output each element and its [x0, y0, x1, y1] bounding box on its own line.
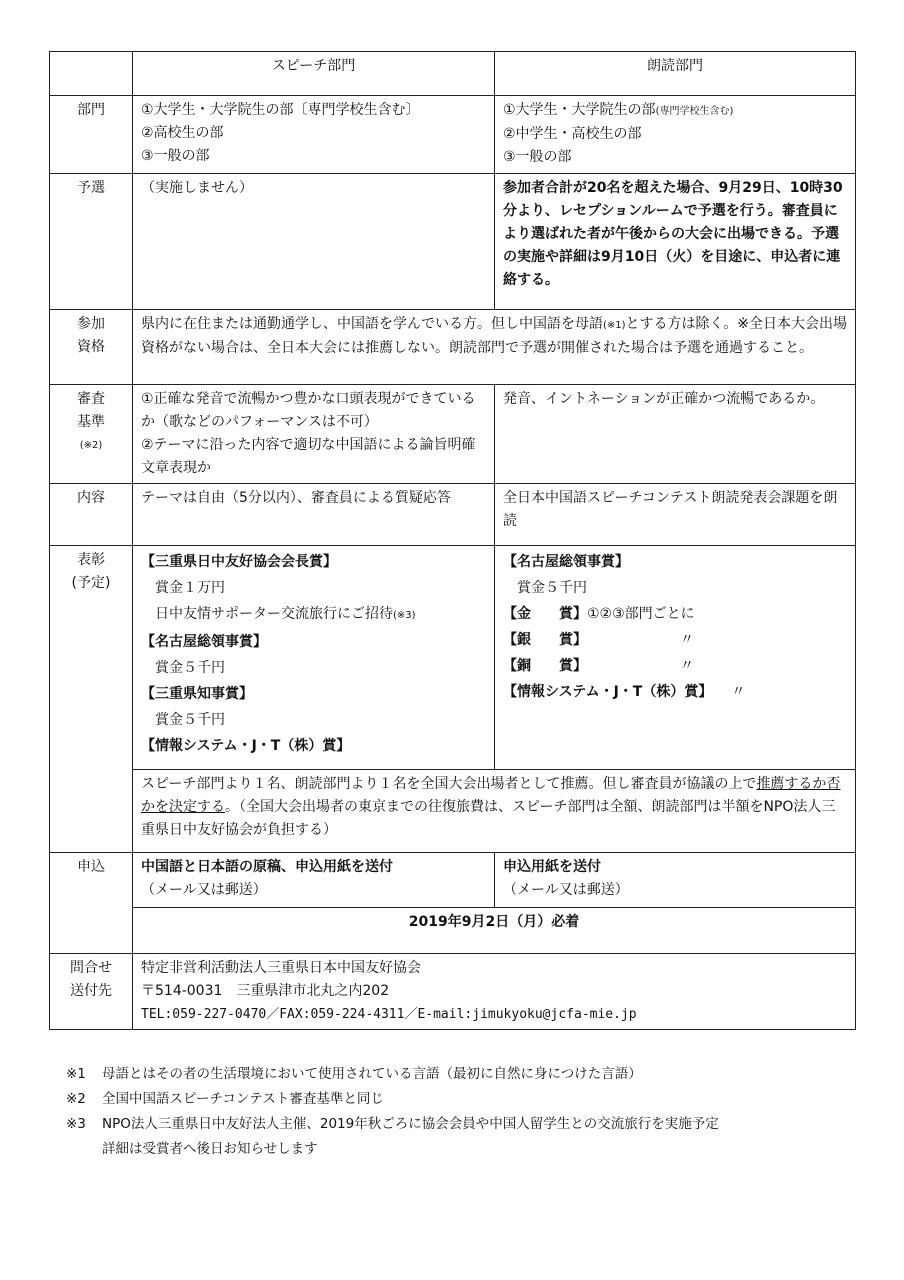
- reading-awards: [495, 546, 856, 770]
- prize-chairman: 賞金１万円: [155, 580, 225, 596]
- reading-criteria: 発音、イントネーションが正確かつ流暢であるか。: [495, 385, 856, 484]
- footnote-1: ※1 母語とはその者の生活環境において使用されている言語（最初に自然に身につけた言語）: [66, 1066, 642, 1082]
- division-row: [50, 96, 856, 174]
- reading-division-2: ②中学生・高校生の部: [503, 126, 642, 142]
- footnote-3: ※3 NPO法人三重県日中友好法人主催、2019年秋ごろに協会会員や中国人留学生との交流旅行を実施予定: [66, 1116, 719, 1132]
- eligibility-text: 県内に在住または通勤通学し、中国語を学んでいる方。但し中国語を母語(※1)とする方は除く。※全日本大会出場資格がない場合は、全日本大会には推薦しない。朗読部門で予選が開催された場合は予選を通過すること。: [133, 310, 856, 385]
- contact-org: 特定非営利活動法人三重県日本中国友好協会: [141, 960, 421, 976]
- reading-header: 朗読部門: [495, 52, 856, 96]
- recommend-row: [50, 770, 856, 853]
- reading-prize-consul: 賞金５千円: [517, 580, 587, 596]
- awards-row: [50, 546, 856, 770]
- speech-apply-sub: （メール又は郵送）: [141, 882, 267, 898]
- content-row: [50, 484, 856, 546]
- criteria-item-2: ②テーマに沿った内容で適切な中国語による論旨明確文章表現か: [141, 437, 476, 476]
- division-label: 部門: [50, 96, 133, 174]
- prize-trip: 日中友情サポーター交流旅行にご招待(※3): [155, 606, 416, 622]
- prelim-label: 予選: [50, 174, 133, 310]
- reading-award-silver: 【銀 賞】 〃: [503, 632, 694, 648]
- header-row: [50, 52, 856, 96]
- award-consul: 【名古屋総領事賞】: [141, 634, 267, 650]
- deadline-row: [50, 908, 856, 954]
- reading-award-it: 【情報システム・J・T（株）賞】 〃: [503, 684, 746, 700]
- eligibility-row: [50, 310, 856, 385]
- prize-consul: 賞金５千円: [155, 660, 225, 676]
- speech-criteria: [133, 385, 495, 484]
- speech-division-1: ①大学生・大学院生の部〔専門学校生含む〕: [141, 102, 420, 118]
- reading-apply: [495, 853, 856, 908]
- reading-apply-sub: （メール又は郵送）: [503, 882, 629, 898]
- contact-info: [133, 954, 856, 1030]
- criteria-row: [50, 385, 856, 484]
- header-blank: [50, 52, 133, 96]
- reading-division-1: ①大学生・大学院生の部(専門学校生含む): [503, 102, 734, 118]
- reading-division-3: ③一般の部: [503, 149, 572, 165]
- contact-row: [50, 954, 856, 1030]
- speech-awards: [133, 546, 495, 770]
- award-it: 【情報システム・J・T（株）賞】: [141, 738, 351, 754]
- contact-label: 問合せ 送付先: [50, 954, 133, 1030]
- footnote-2: ※2 全国中国語スピーチコンテスト審査基準と同じ: [66, 1091, 384, 1107]
- deadline: 2019年9月2日（月）必着: [133, 908, 856, 954]
- speech-division: [133, 96, 495, 174]
- reading-award-gold: 【金 賞】①②③部門ごとに: [503, 606, 695, 622]
- speech-content: テーマは自由（5分以内）、審査員による質疑応答: [133, 484, 495, 546]
- footnote-3-detail: 詳細は受賞者へ後日お知らせします: [102, 1141, 318, 1157]
- awards-label: 表彰 (予定): [50, 546, 133, 853]
- contact-address: 〒514-0031 三重県津市北丸之内202: [141, 983, 390, 999]
- reading-apply-main: 申込用紙を送付: [503, 859, 601, 875]
- apply-label: 申込: [50, 853, 133, 954]
- reading-content: 全日本中国語スピーチコンテスト朗読発表会課題を朗読: [495, 484, 856, 546]
- reading-award-bronze: 【銅 賞】 〃: [503, 658, 694, 674]
- speech-division-2: ②高校生の部: [141, 125, 224, 141]
- award-chairman: 【三重県日中友好協会会長賞】: [141, 554, 337, 570]
- contest-table: [49, 51, 856, 1030]
- prelim-row: [50, 174, 856, 310]
- eligibility-label: 参加 資格: [50, 310, 133, 385]
- reading-award-consul: 【名古屋総領事賞】: [503, 554, 629, 570]
- criteria-label: 審査 基準 (※2): [50, 385, 133, 484]
- speech-apply: [133, 853, 495, 908]
- contact-tel: TEL:059-227-0470／FAX:059-224-4311／E-mail:jimukyoku@jcfa-mie.jp: [141, 1007, 637, 1022]
- footnotes: [66, 1062, 866, 1162]
- speech-division-3: ③一般の部: [141, 148, 210, 164]
- award-governor: 【三重県知事賞】: [141, 686, 253, 702]
- recommend-text: スピーチ部門より１名、朗読部門より１名を全国大会出場者として推薦。但し審査員が協議の上で推薦するか否かを決定する。（全国大会出場者の東京までの往復旅費は、スピーチ部門は全額、朗読部門は半額をNPO法人三重県日中友好協会が負担する）: [133, 770, 856, 853]
- speech-apply-main: 中国語と日本語の原稿、申込用紙を送付: [141, 859, 393, 875]
- reading-division: [495, 96, 856, 174]
- speech-prelim: （実施しません）: [133, 174, 495, 310]
- apply-row: [50, 853, 856, 908]
- speech-header: スピーチ部門: [133, 52, 495, 96]
- prize-governor: 賞金５千円: [155, 712, 225, 728]
- content-label: 内容: [50, 484, 133, 546]
- reading-prelim: 参加者合計が20名を超えた場合、9月29日、10時30分より、レセプションルームで予選を行う。審査員により選ばれた者が午後からの大会に出場できる。予選の実施や詳細は9月10日（火）を目途に、申込者に連絡する。: [495, 174, 856, 310]
- criteria-item-1: ①正確な発音で流暢かつ豊かな口頭表現ができているか（歌などのパフォーマンスは不可）: [141, 391, 476, 430]
